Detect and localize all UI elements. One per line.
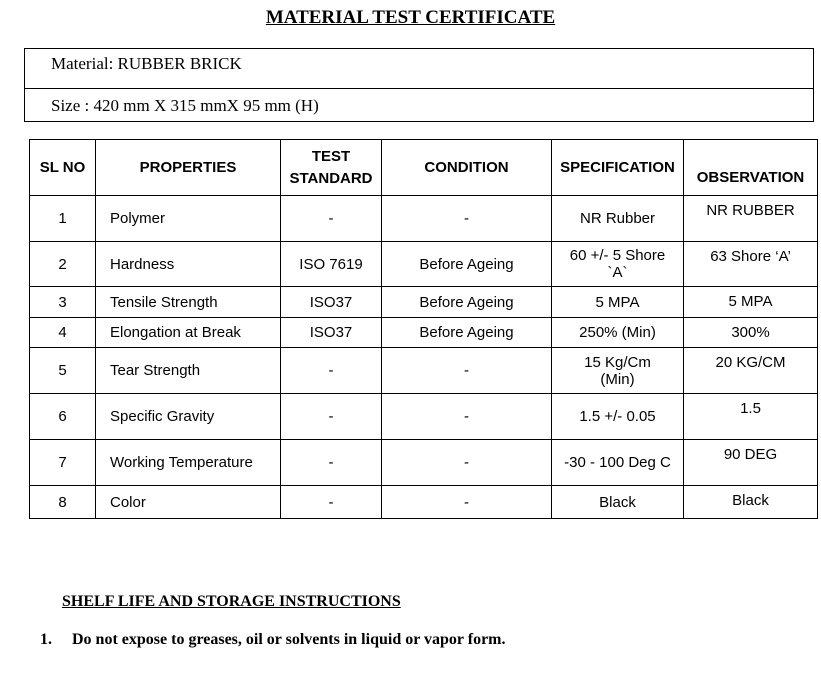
table-row bbox=[30, 348, 818, 394]
cell-property: Specific Gravity bbox=[96, 394, 281, 440]
cell-test-standard: - bbox=[281, 348, 382, 394]
table-row bbox=[30, 196, 818, 242]
material-info-box bbox=[24, 48, 814, 122]
cell-property: Tensile Strength bbox=[96, 287, 281, 318]
header-test-standard-line2: STANDARD bbox=[289, 169, 373, 187]
header-sl-no: SL NO bbox=[30, 140, 96, 196]
header-properties: PROPERTIES bbox=[96, 140, 281, 196]
specification-line1: -30 - 100 Deg C bbox=[564, 454, 671, 471]
specification-line2: `A` bbox=[607, 264, 628, 281]
certificate-title: MATERIAL TEST CERTIFICATE bbox=[265, 7, 556, 28]
header-observation: OBSERVATION bbox=[684, 140, 818, 196]
cell-specification bbox=[552, 348, 684, 394]
specification-line1: 1.5 +/- 0.05 bbox=[579, 408, 656, 425]
cell-test-standard: - bbox=[281, 196, 382, 242]
specification-line1: 60 +/- 5 Shore bbox=[569, 247, 666, 264]
table-header-row bbox=[30, 140, 818, 196]
shelf-life-title: SHELF LIFE AND STORAGE INSTRUCTIONS bbox=[62, 593, 401, 610]
cell-specification bbox=[552, 394, 684, 440]
instruction-number: 1. bbox=[40, 631, 52, 648]
cell-test-standard: ISO37 bbox=[281, 287, 382, 318]
cell-observation: Black bbox=[684, 486, 818, 519]
specification-line1: 5 MPA bbox=[595, 293, 640, 311]
cell-specification bbox=[552, 287, 684, 318]
cell-sl-no: 3 bbox=[30, 287, 96, 318]
cell-condition: - bbox=[382, 196, 552, 242]
cell-condition: - bbox=[382, 440, 552, 486]
cell-sl-no: 4 bbox=[30, 318, 96, 348]
cell-sl-no: 5 bbox=[30, 348, 96, 394]
cell-sl-no: 8 bbox=[30, 486, 96, 519]
cell-specification bbox=[552, 196, 684, 242]
cell-observation: 90 DEG bbox=[684, 440, 818, 486]
cell-condition: - bbox=[382, 486, 552, 519]
header-test-standard bbox=[281, 140, 382, 196]
table-row bbox=[30, 394, 818, 440]
specification-line1: 15 Kg/Cm bbox=[584, 353, 651, 371]
cell-specification bbox=[552, 486, 684, 519]
header-test-standard-line1: TEST bbox=[311, 147, 351, 165]
cell-condition: Before Ageing bbox=[382, 318, 552, 348]
table-row bbox=[30, 318, 818, 348]
table-body bbox=[30, 196, 818, 519]
cell-property: Working Temperature bbox=[96, 440, 281, 486]
cell-test-standard: ISO 7619 bbox=[281, 242, 382, 287]
cell-test-standard: - bbox=[281, 440, 382, 486]
cell-condition: Before Ageing bbox=[382, 287, 552, 318]
properties-table bbox=[29, 139, 818, 519]
cell-test-standard: ISO37 bbox=[281, 318, 382, 348]
instruction-item bbox=[40, 631, 506, 649]
cell-observation: 300% bbox=[684, 318, 818, 348]
cell-condition: - bbox=[382, 348, 552, 394]
cell-test-standard: - bbox=[281, 486, 382, 519]
table-row bbox=[30, 287, 818, 318]
table-row bbox=[30, 440, 818, 486]
cell-property: Polymer bbox=[96, 196, 281, 242]
table-row bbox=[30, 242, 818, 287]
cell-observation: NR RUBBER bbox=[684, 196, 818, 242]
cell-sl-no: 2 bbox=[30, 242, 96, 287]
cell-specification bbox=[552, 440, 684, 486]
cell-condition: - bbox=[382, 394, 552, 440]
cell-test-standard: - bbox=[281, 394, 382, 440]
cell-specification bbox=[552, 318, 684, 348]
cell-observation: 63 Shore ‘A’ bbox=[684, 242, 818, 287]
cell-observation: 5 MPA bbox=[684, 287, 818, 318]
header-condition: CONDITION bbox=[382, 140, 552, 196]
cell-sl-no: 1 bbox=[30, 196, 96, 242]
cell-specification bbox=[552, 242, 684, 287]
cell-property: Tear Strength bbox=[96, 348, 281, 394]
cell-sl-no: 6 bbox=[30, 394, 96, 440]
cell-observation: 20 KG/CM bbox=[684, 348, 818, 394]
header-specification: SPECIFICATION bbox=[552, 140, 684, 196]
cell-property: Elongation at Break bbox=[96, 318, 281, 348]
cell-condition: Before Ageing bbox=[382, 242, 552, 287]
specification-line2: (Min) bbox=[600, 370, 635, 388]
specification-line1: Black bbox=[599, 493, 636, 511]
cell-property: Color bbox=[96, 486, 281, 519]
material-line: Material: RUBBER BRICK bbox=[25, 51, 813, 89]
instruction-text: Do not expose to greases, oil or solvents in liquid or vapor form. bbox=[72, 631, 506, 648]
cell-property: Hardness bbox=[96, 242, 281, 287]
cell-sl-no: 7 bbox=[30, 440, 96, 486]
cell-observation: 1.5 bbox=[684, 394, 818, 440]
size-line: Size : 420 mm X 315 mmX 95 mm (H) bbox=[51, 96, 319, 115]
table-row bbox=[30, 486, 818, 519]
specification-line1: NR Rubber bbox=[579, 210, 656, 227]
specification-line1: 250% (Min) bbox=[579, 324, 656, 341]
